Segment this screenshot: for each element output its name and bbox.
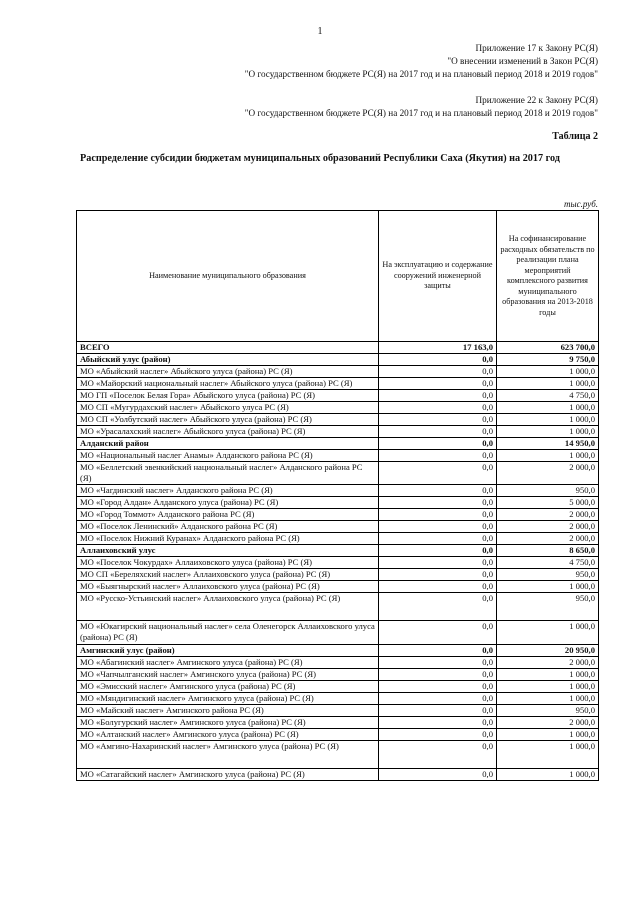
row-name: МО «Чапчылганский наслег» Амгинского улуса (района) РС (Я) bbox=[77, 669, 379, 681]
row-name: МО ГП «Поселок Белая Гора» Абыйского улуса (района) РС (Я) bbox=[77, 390, 379, 402]
row-value-cofinancing: 950,0 bbox=[497, 593, 599, 621]
appendix-22-line-1: Приложение 22 к Закону РС(Я) bbox=[475, 95, 598, 105]
row-value-cofinancing: 1 000,0 bbox=[497, 378, 599, 390]
row-value-engineering: 17 163,0 bbox=[379, 342, 497, 354]
table-row bbox=[77, 657, 599, 669]
row-name: Абыйский улус (район) bbox=[77, 354, 379, 366]
row-value-cofinancing: 950,0 bbox=[497, 485, 599, 497]
row-value-cofinancing: 2 000,0 bbox=[497, 509, 599, 521]
header-cofinancing: На софинансирование расходных обязательств по реализации плана мероприятий комплексного развития муниципального образования на 2013-2018 годы bbox=[497, 211, 599, 342]
row-name: МО «Беллетский эвенкийский национальный наслег» Алданского района РС (Я) bbox=[77, 462, 379, 485]
row-value-cofinancing: 623 700,0 bbox=[497, 342, 599, 354]
row-value-cofinancing: 1 000,0 bbox=[497, 681, 599, 693]
table-group-row bbox=[77, 354, 599, 366]
row-value-engineering: 0,0 bbox=[379, 741, 497, 769]
row-value-engineering: 0,0 bbox=[379, 462, 497, 485]
table-row bbox=[77, 729, 599, 741]
appendix-22-line-2: "О государственном бюджете РС(Я) на 2017 год и на плановый период 2018 и 2019 годов" bbox=[244, 108, 598, 118]
row-value-engineering: 0,0 bbox=[379, 366, 497, 378]
table-row bbox=[77, 621, 599, 645]
row-value-engineering: 0,0 bbox=[379, 390, 497, 402]
row-value-engineering: 0,0 bbox=[379, 621, 497, 645]
row-value-engineering: 0,0 bbox=[379, 693, 497, 705]
row-name: МО «Амгино-Нахаринский наслег» Амгинского улуса (района) РС (Я) bbox=[77, 741, 379, 769]
row-value-engineering: 0,0 bbox=[379, 557, 497, 569]
row-value-cofinancing: 1 000,0 bbox=[497, 426, 599, 438]
table-row bbox=[77, 521, 599, 533]
document-title: Распределение субсидии бюджетам муниципальных образований Республики Саха (Якутия) на 2017 год bbox=[80, 153, 560, 164]
row-value-engineering: 0,0 bbox=[379, 354, 497, 366]
row-name: МО «Быягнырский наслег» Аллаиховского улуса (района) РС (Я) bbox=[77, 581, 379, 593]
table-group-row bbox=[77, 645, 599, 657]
row-value-cofinancing: 14 950,0 bbox=[497, 438, 599, 450]
table-group-row bbox=[77, 545, 599, 557]
header-engineering-protection: На эксплуатацию и содержание сооружений инженерной защиты bbox=[379, 211, 497, 342]
row-value-engineering: 0,0 bbox=[379, 717, 497, 729]
row-value-cofinancing: 1 000,0 bbox=[497, 741, 599, 769]
row-value-engineering: 0,0 bbox=[379, 593, 497, 621]
row-value-cofinancing: 1 000,0 bbox=[497, 450, 599, 462]
table-group-row bbox=[77, 438, 599, 450]
row-name: МО «Национальный наслег Анамы» Алданского района РС (Я) bbox=[77, 450, 379, 462]
row-value-cofinancing: 8 650,0 bbox=[497, 545, 599, 557]
row-name: МО «Сатагайский наслег» Амгинского улуса (района) РС (Я) bbox=[77, 769, 379, 781]
row-name: Амгинский улус (район) bbox=[77, 645, 379, 657]
row-name: МО «Абыйский наслег» Абыйского улуса (района) РС (Я) bbox=[77, 366, 379, 378]
table-group-row bbox=[77, 342, 599, 354]
row-name: МО «Мяндигинский наслег» Амгинского улуса (района) РС (Я) bbox=[77, 693, 379, 705]
table-row bbox=[77, 366, 599, 378]
row-name: МО «Юкагирский национальный наслег» села Оленегорск Аллаиховского улуса (района) РС (Я) bbox=[77, 621, 379, 645]
table-row bbox=[77, 717, 599, 729]
row-value-cofinancing: 1 000,0 bbox=[497, 366, 599, 378]
table-row bbox=[77, 402, 599, 414]
row-value-cofinancing: 20 950,0 bbox=[497, 645, 599, 657]
row-value-cofinancing: 4 750,0 bbox=[497, 390, 599, 402]
row-name: МО «Алтанский наслег» Амгинского улуса (района) РС (Я) bbox=[77, 729, 379, 741]
row-value-cofinancing: 1 000,0 bbox=[497, 693, 599, 705]
row-value-engineering: 0,0 bbox=[379, 438, 497, 450]
row-value-engineering: 0,0 bbox=[379, 669, 497, 681]
appendix-17-header bbox=[245, 42, 598, 81]
row-value-cofinancing: 2 000,0 bbox=[497, 462, 599, 485]
row-value-engineering: 0,0 bbox=[379, 657, 497, 669]
row-value-cofinancing: 4 750,0 bbox=[497, 557, 599, 569]
table-row bbox=[77, 569, 599, 581]
row-value-cofinancing: 1 000,0 bbox=[497, 414, 599, 426]
row-value-cofinancing: 2 000,0 bbox=[497, 717, 599, 729]
row-name: МО «Поселок Ленинский» Алданского района РС (Я) bbox=[77, 521, 379, 533]
row-value-cofinancing: 1 000,0 bbox=[497, 669, 599, 681]
row-value-cofinancing: 950,0 bbox=[497, 705, 599, 717]
table-row bbox=[77, 533, 599, 545]
row-name: МО «Чагдинский наслег» Алданского района РС (Я) bbox=[77, 485, 379, 497]
table-header-row bbox=[77, 211, 599, 342]
row-value-engineering: 0,0 bbox=[379, 545, 497, 557]
row-value-engineering: 0,0 bbox=[379, 450, 497, 462]
subsidy-table bbox=[76, 210, 599, 781]
row-name: Алданский район bbox=[77, 438, 379, 450]
table-row bbox=[77, 390, 599, 402]
row-value-cofinancing: 9 750,0 bbox=[497, 354, 599, 366]
table-row bbox=[77, 509, 599, 521]
table-row bbox=[77, 414, 599, 426]
row-name: МО «Поселок Чокурдах» Аллаиховского улуса (района) РС (Я) bbox=[77, 557, 379, 569]
row-value-engineering: 0,0 bbox=[379, 378, 497, 390]
row-value-cofinancing: 1 000,0 bbox=[497, 621, 599, 645]
row-value-engineering: 0,0 bbox=[379, 705, 497, 717]
table-row bbox=[77, 378, 599, 390]
row-value-engineering: 0,0 bbox=[379, 497, 497, 509]
header-name: Наименование муниципального образования bbox=[77, 211, 379, 342]
row-name: ВСЕГО bbox=[77, 342, 379, 354]
row-value-cofinancing: 1 000,0 bbox=[497, 402, 599, 414]
row-value-engineering: 0,0 bbox=[379, 769, 497, 781]
row-value-cofinancing: 2 000,0 bbox=[497, 657, 599, 669]
table-row bbox=[77, 681, 599, 693]
row-name: МО «Эмисский наслег» Амгинского улуса (района) РС (Я) bbox=[77, 681, 379, 693]
row-value-engineering: 0,0 bbox=[379, 681, 497, 693]
row-name: МО СП «Береляхский наслег» Аллаиховского улуса (района) РС (Я) bbox=[77, 569, 379, 581]
row-value-engineering: 0,0 bbox=[379, 729, 497, 741]
row-value-cofinancing: 950,0 bbox=[497, 569, 599, 581]
table-row bbox=[77, 557, 599, 569]
row-name: МО СП «Мугурдахский наслег» Абыйского улуса РС (Я) bbox=[77, 402, 379, 414]
table-row bbox=[77, 462, 599, 485]
row-name: МО «Майорский национальный наслег» Абыйского улуса (района) РС (Я) bbox=[77, 378, 379, 390]
row-value-cofinancing: 1 000,0 bbox=[497, 581, 599, 593]
row-value-engineering: 0,0 bbox=[379, 402, 497, 414]
table-row bbox=[77, 485, 599, 497]
units-label: тыс.руб. bbox=[564, 199, 598, 209]
row-name: МО «Город Алдан» Алданского улуса (района) РС (Я) bbox=[77, 497, 379, 509]
row-value-cofinancing: 5 000,0 bbox=[497, 497, 599, 509]
row-value-engineering: 0,0 bbox=[379, 414, 497, 426]
table-row bbox=[77, 741, 599, 769]
row-name: МО «Майский наслег» Амгинского района РС (Я) bbox=[77, 705, 379, 717]
row-value-engineering: 0,0 bbox=[379, 521, 497, 533]
table-row bbox=[77, 581, 599, 593]
row-name: МО «Болугурский наслег» Амгинского улуса (района) РС (Я) bbox=[77, 717, 379, 729]
appendix-17-line-3: "О государственном бюджете РС(Я) на 2017 год и на плановый период 2018 и 2019 годов" bbox=[244, 69, 598, 79]
row-value-engineering: 0,0 bbox=[379, 533, 497, 545]
row-name: МО «Русско-Устьинский наслег» Аллаиховского улуса (района) РС (Я) bbox=[77, 593, 379, 621]
row-name: МО СП «Уолбутский наслег» Абыйского улуса (района) РС (Я) bbox=[77, 414, 379, 426]
table-label: Таблица 2 bbox=[552, 131, 598, 142]
row-value-engineering: 0,0 bbox=[379, 581, 497, 593]
appendix-17-line-2: "О внесении изменений в Закон РС(Я) bbox=[447, 56, 598, 66]
row-value-engineering: 0,0 bbox=[379, 645, 497, 657]
row-name: Аллаиховский улус bbox=[77, 545, 379, 557]
row-value-cofinancing: 2 000,0 bbox=[497, 521, 599, 533]
appendix-22-header bbox=[245, 94, 598, 120]
row-value-engineering: 0,0 bbox=[379, 485, 497, 497]
page-number: 1 bbox=[317, 26, 323, 37]
row-value-engineering: 0,0 bbox=[379, 426, 497, 438]
row-name: МО «Урасалахский наслег» Абыйского улуса (района) РС (Я) bbox=[77, 426, 379, 438]
table-row bbox=[77, 426, 599, 438]
row-value-engineering: 0,0 bbox=[379, 569, 497, 581]
table-row bbox=[77, 769, 599, 781]
table-row bbox=[77, 497, 599, 509]
table-row bbox=[77, 450, 599, 462]
row-value-engineering: 0,0 bbox=[379, 509, 497, 521]
row-name: МО «Город Томмот» Алданского района РС (Я) bbox=[77, 509, 379, 521]
row-value-cofinancing: 1 000,0 bbox=[497, 769, 599, 781]
table-row bbox=[77, 669, 599, 681]
table-row bbox=[77, 705, 599, 717]
row-value-cofinancing: 1 000,0 bbox=[497, 729, 599, 741]
table-row bbox=[77, 593, 599, 621]
row-value-cofinancing: 2 000,0 bbox=[497, 533, 599, 545]
appendix-17-line-1: Приложение 17 к Закону РС(Я) bbox=[475, 43, 598, 53]
row-name: МО «Поселок Нижний Куранах» Алданского района РС (Я) bbox=[77, 533, 379, 545]
table-row bbox=[77, 693, 599, 705]
row-name: МО «Абагинский наслег» Амгинского улуса (района) РС (Я) bbox=[77, 657, 379, 669]
